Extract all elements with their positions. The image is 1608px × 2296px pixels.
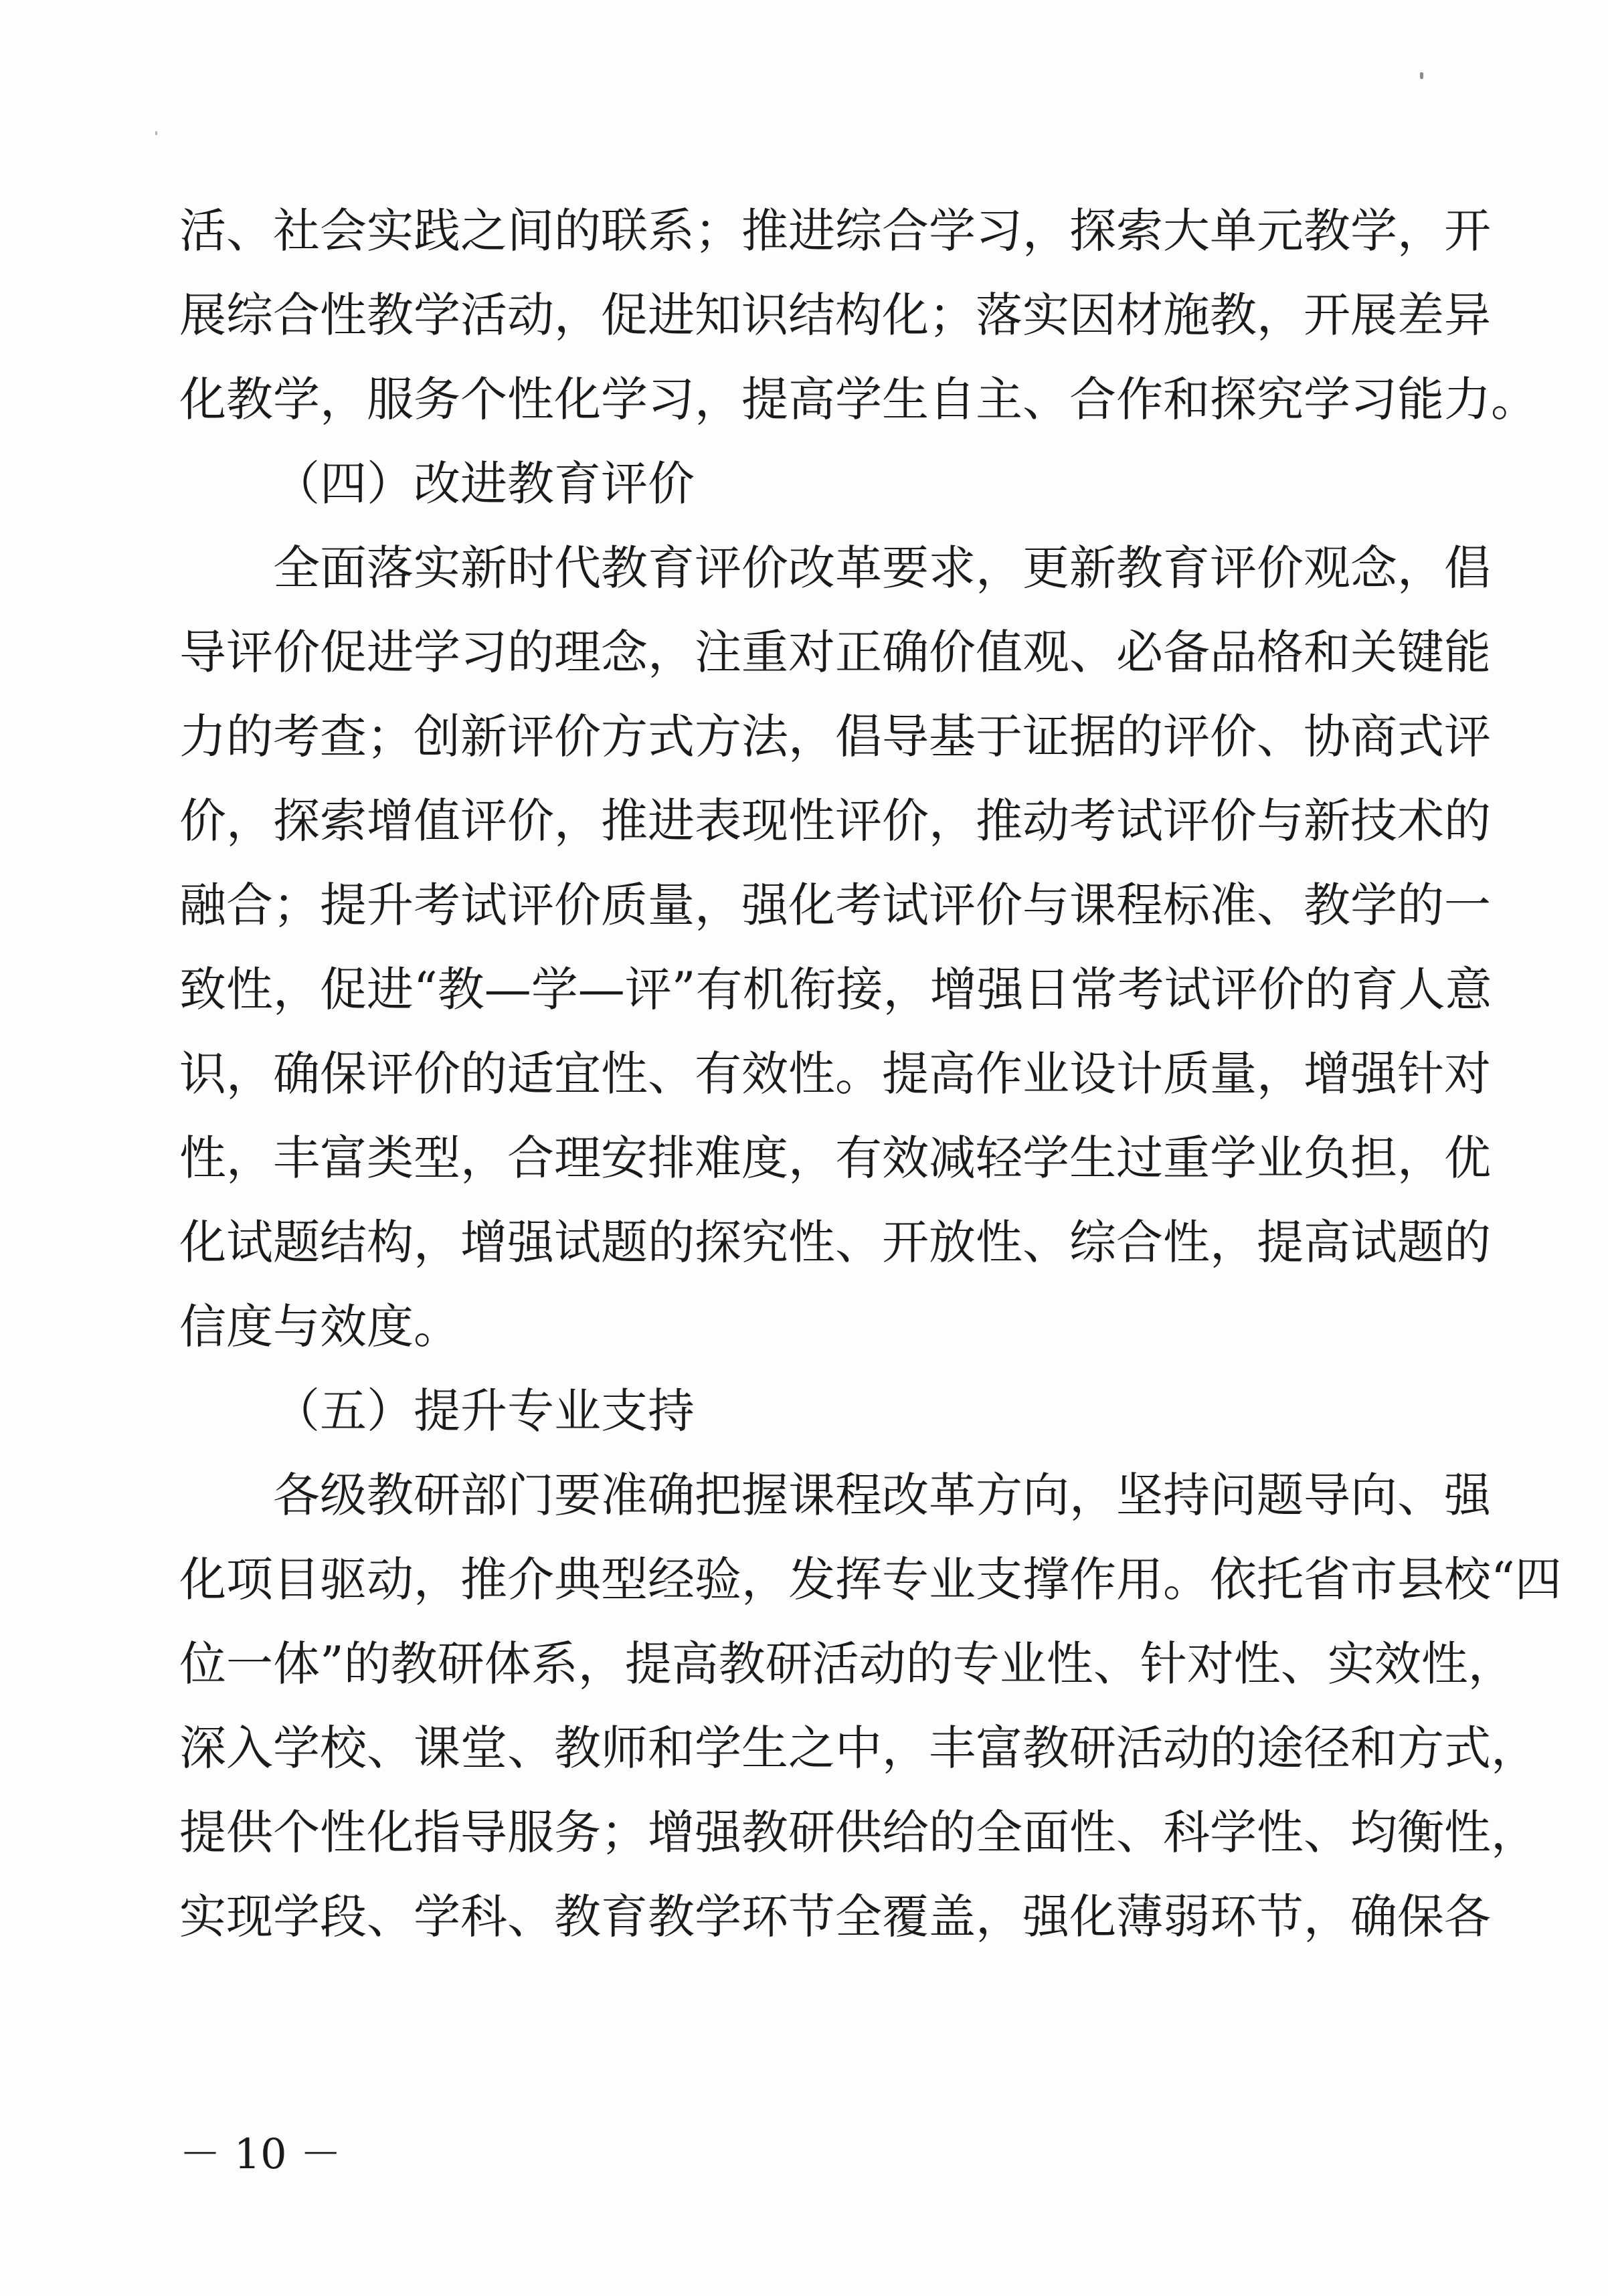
section-heading-improve-evaluation: （四）改进教育评价 <box>273 456 695 511</box>
text-line: 化项目驱动，推介典型经验，发挥专业支撑作用。依托省市县校“四 <box>179 1552 1562 1607</box>
text-line: 信度与效度。 <box>179 1299 460 1354</box>
text-line: 展综合性教学活动，促进知识结构化；落实因材施教，开展差异 <box>179 288 1491 343</box>
text-line: 提供个性化指导服务；增强教研供给的全面性、科学性、均衡性， <box>179 1805 1538 1860</box>
paragraph-professional-support <box>179 1453 1562 1959</box>
text-line: 化试题结构，增强试题的探究性、开放性、综合性，提高试题的 <box>179 1215 1491 1270</box>
document-body <box>179 189 1562 1959</box>
text-line: 力的考查；创新评价方式方法，倡导基于证据的评价、协商式评 <box>179 709 1491 764</box>
text-line: 全面落实新时代教育评价改革要求，更新教育评价观念，倡 <box>273 541 1491 595</box>
text-line: 价，探索增值评价，推进表现性评价，推动考试评价与新技术的 <box>179 793 1491 848</box>
scan-speck <box>155 131 157 135</box>
text-line: 导评价促进学习的理念，注重对正确价值观、必备品格和关键能 <box>179 625 1491 680</box>
scan-speck <box>1420 72 1423 79</box>
paragraph-continuation <box>179 189 1538 442</box>
text-line: 位一体”的教研体系，提高教研活动的专业性、针对性、实效性， <box>179 1636 1515 1691</box>
text-line: 融合；提升考试评价质量，强化考试评价与课程标准、教学的一 <box>179 878 1491 933</box>
page-number: － 10 － <box>179 2129 342 2178</box>
text-line: 致性，促进“教—学—评”有机衔接，增强日常考试评价的育人意 <box>179 962 1492 1017</box>
text-line: 化教学，服务个性化学习，提高学生自主、合作和探究学习能力。 <box>179 372 1538 427</box>
text-line: 深入学校、课堂、教师和学生之中，丰富教研活动的途径和方式， <box>179 1721 1538 1776</box>
text-line: 各级教研部门要准确把握课程改革方向，坚持问题导向、强 <box>273 1468 1491 1523</box>
paragraph-evaluation <box>179 526 1492 1369</box>
text-line: 识，确保评价的适宜性、有效性。提高作业设计质量，增强针对 <box>179 1046 1491 1101</box>
text-line: 性，丰富类型，合理安排难度，有效减轻学生过重学业负担，优 <box>179 1131 1491 1185</box>
section-heading-professional-support: （五）提升专业支持 <box>273 1383 695 1438</box>
text-line: 活、社会实践之间的联系；推进综合学习，探索大单元教学，开 <box>179 203 1491 258</box>
text-line: 实现学段、学科、教育教学环节全覆盖，强化薄弱环节，确保各 <box>179 1889 1491 1944</box>
